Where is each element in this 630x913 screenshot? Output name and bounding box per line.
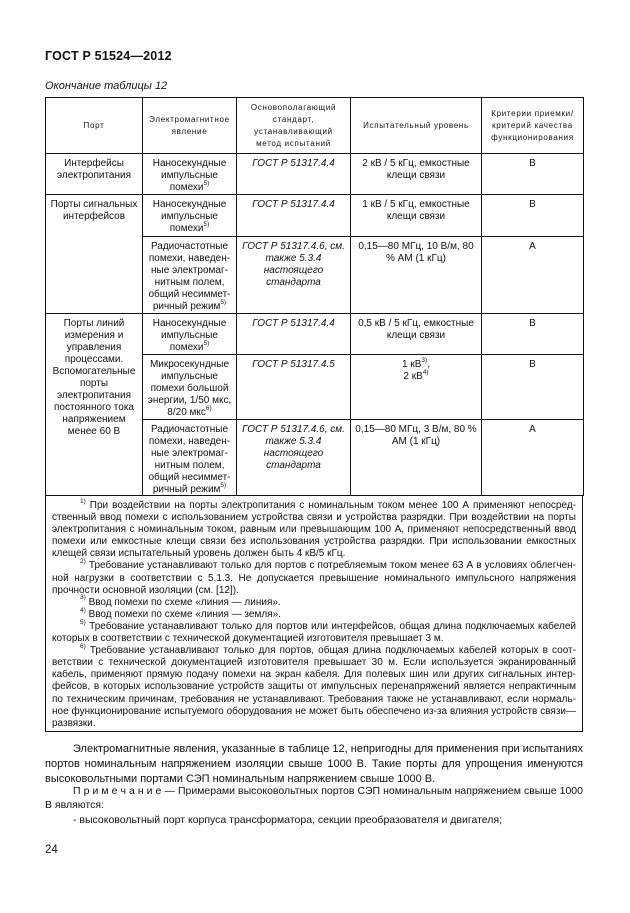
note-text: — Примерами высоковольтных портов СЭП номинальным напряжением свыше 1000 В являются: xyxy=(45,785,583,811)
cell-phenomenon: Наносекундные импульсные помехи$^{5)}$ xyxy=(143,314,237,355)
cell-phenomenon: Наносекундные импульсные помехи$^{5)}$ xyxy=(143,154,237,195)
cell-level: 0,15—80 МГц, 3 В/м, 80 % АМ (1 кГц) xyxy=(351,420,482,497)
table-row xyxy=(46,314,584,355)
footnote: $^{1)}$ При воздействии на порты электропитания с номинальным током менее 100 А применяют непосредственный ввод помехи с использованием устройства связи и устройства разрядки. При воздействии на порты электропитания с номинальным током, равным или превышающим 100 А, применяют непосредственный ввод помехи или емкостные клещи связи без использования устройства разрядки. При использовании емкостных клещей связи испытательный уровень должен быть 4 кВ/5 кГц. xyxy=(52,497,576,560)
table-caption: Окончание таблицы 12 xyxy=(45,80,168,92)
table-header-row xyxy=(46,98,584,154)
footnote: $^{3)}$ Ввод помехи по схеме «линия — линия». xyxy=(80,594,281,608)
cell-criteria: В xyxy=(482,355,584,420)
cell-standard: ГОСТ Р 51317.4.4 xyxy=(237,154,351,195)
col-header-standard: Основополагающий стандарт, устанавливающий метод испытаний xyxy=(237,98,351,154)
body-paragraph: Электромагнитные явления, указанные в таблице 12, непригодны для применения при испытаниях портов номинальным напряжением изоляции свыше 1000 В. Такие порты для упрощения именуются высоковольтными портами СЭП номинальным напряжением свыше 1000 В. xyxy=(45,743,583,785)
col-header-port: Порт xyxy=(46,98,143,154)
footnote: $^{6)}$ Требование устанавливают только для портов, общая длина подключаемых кабелей которых в соответствии с технической документацией изготовителя превышает 30 м. Если используется экранированный кабель, применяют прямую подачу помехи на экран кабеля. Для полевых шин или других сигнальных интерфейсов, в которых использование устройств защиты от импульсных перенапряжений является непрактичным по техническим причинам, требования не устанавливают. Требования также не устанавливают, если нормальное функционирование испытуемого оборудования не может быть обеспечено из-за влияния устройств связи—развязки. xyxy=(52,642,576,729)
table-row xyxy=(46,154,584,195)
cell-level: 2 кВ / 5 кГц, емкостные клещи связи xyxy=(351,154,482,195)
cell-standard: ГОСТ Р 51317.4.6, см. также 5.3.4 настоящего стандарта xyxy=(237,237,351,314)
cell-criteria: В xyxy=(482,154,584,195)
document-header: ГОСТ Р 51524—2012 xyxy=(45,49,172,63)
cell-port: Порты линий измерения и управления процессами. Вспомогательные порты электропитания постоянного тока напряжением менее 60 В xyxy=(46,314,143,497)
cell-standard: ГОСТ Р 51317.4.5 xyxy=(237,355,351,420)
cell-phenomenon: Микросекундные импульсные помехи большой энергии, 1/50 мкс, 8/20 мкс$^{6)}$ xyxy=(143,355,237,420)
cell-standard: ГОСТ Р 51317.4.4 xyxy=(237,195,351,237)
cell-standard: ГОСТ Р 51317.4.6, см. также 5.3.4 настоящего стандарта xyxy=(237,420,351,497)
footnote: $^{5)}$ Требование устанавливают только для портов или интерфейсов, общая длина подключаемых кабелей которых в соответствии с технической документацией изготовителя превышает 3 м. xyxy=(52,618,576,645)
footnote: $^{2)}$ Требование устанавливают только для портов с потребляемым током менее 63 А в условиях облегченной нагрузки в соответствии с 5.1.3. Не допускается превышение номинального импульсного напряжения прочности основной изоляции (см. [12]). xyxy=(52,558,577,596)
cell-phenomenon: Наносекундные импульсные помехи$^{5)}$ xyxy=(143,195,237,237)
cell-level: 1 $кВ^{3)}$, 2 $кВ^{4)}$ xyxy=(351,355,482,420)
page-number: 24 xyxy=(45,844,58,856)
cell-criteria: А xyxy=(482,237,584,314)
cell-criteria: В xyxy=(482,195,584,237)
col-header-level: Испытательный уровень xyxy=(351,98,482,154)
test-table xyxy=(45,97,584,496)
list-item: - высоковольтный порт корпуса трансформатора, секции преобразователя и двигателя; xyxy=(73,814,502,826)
note-paragraph xyxy=(45,784,583,812)
cell-level: 0,5 кВ / 5 кГц, емкостные клещи связи xyxy=(351,314,482,355)
cell-level: 0,15—80 МГц, 10 В/м, 80 % АМ (1 кГц) xyxy=(351,237,482,314)
cell-standard: ГОСТ Р 51317.4.4 xyxy=(237,314,351,355)
col-header-phenomenon: Электромагнитное явление xyxy=(143,98,237,154)
cell-port: Порты сигнальных интерфейсов xyxy=(46,195,143,314)
col-header-criteria: Критерии приемки/ критерий качества функционирования xyxy=(482,98,584,154)
cell-criteria: А xyxy=(482,420,584,497)
footnote: $^{4)}$ Ввод помехи по схеме «линия — земля». xyxy=(80,606,281,620)
note-label: П р и м е ч а н и е xyxy=(73,785,162,797)
cell-phenomenon: Радиочастотные помехи, наведенные электромагнитным полем, общий несимметричный режим$^{5)}$ xyxy=(143,237,237,314)
cell-port: Интерфейсы электропитания xyxy=(46,154,143,195)
table-footnotes xyxy=(45,495,583,732)
table-row xyxy=(46,195,584,237)
cell-criteria: В xyxy=(482,314,584,355)
cell-phenomenon: Радиочастотные помехи, наведенные электромагнитным полем, общий несимметричный режим$^{5)}$ xyxy=(143,420,237,497)
cell-level: 1 кВ / 5 кГц, емкостные клещи связи xyxy=(351,195,482,237)
